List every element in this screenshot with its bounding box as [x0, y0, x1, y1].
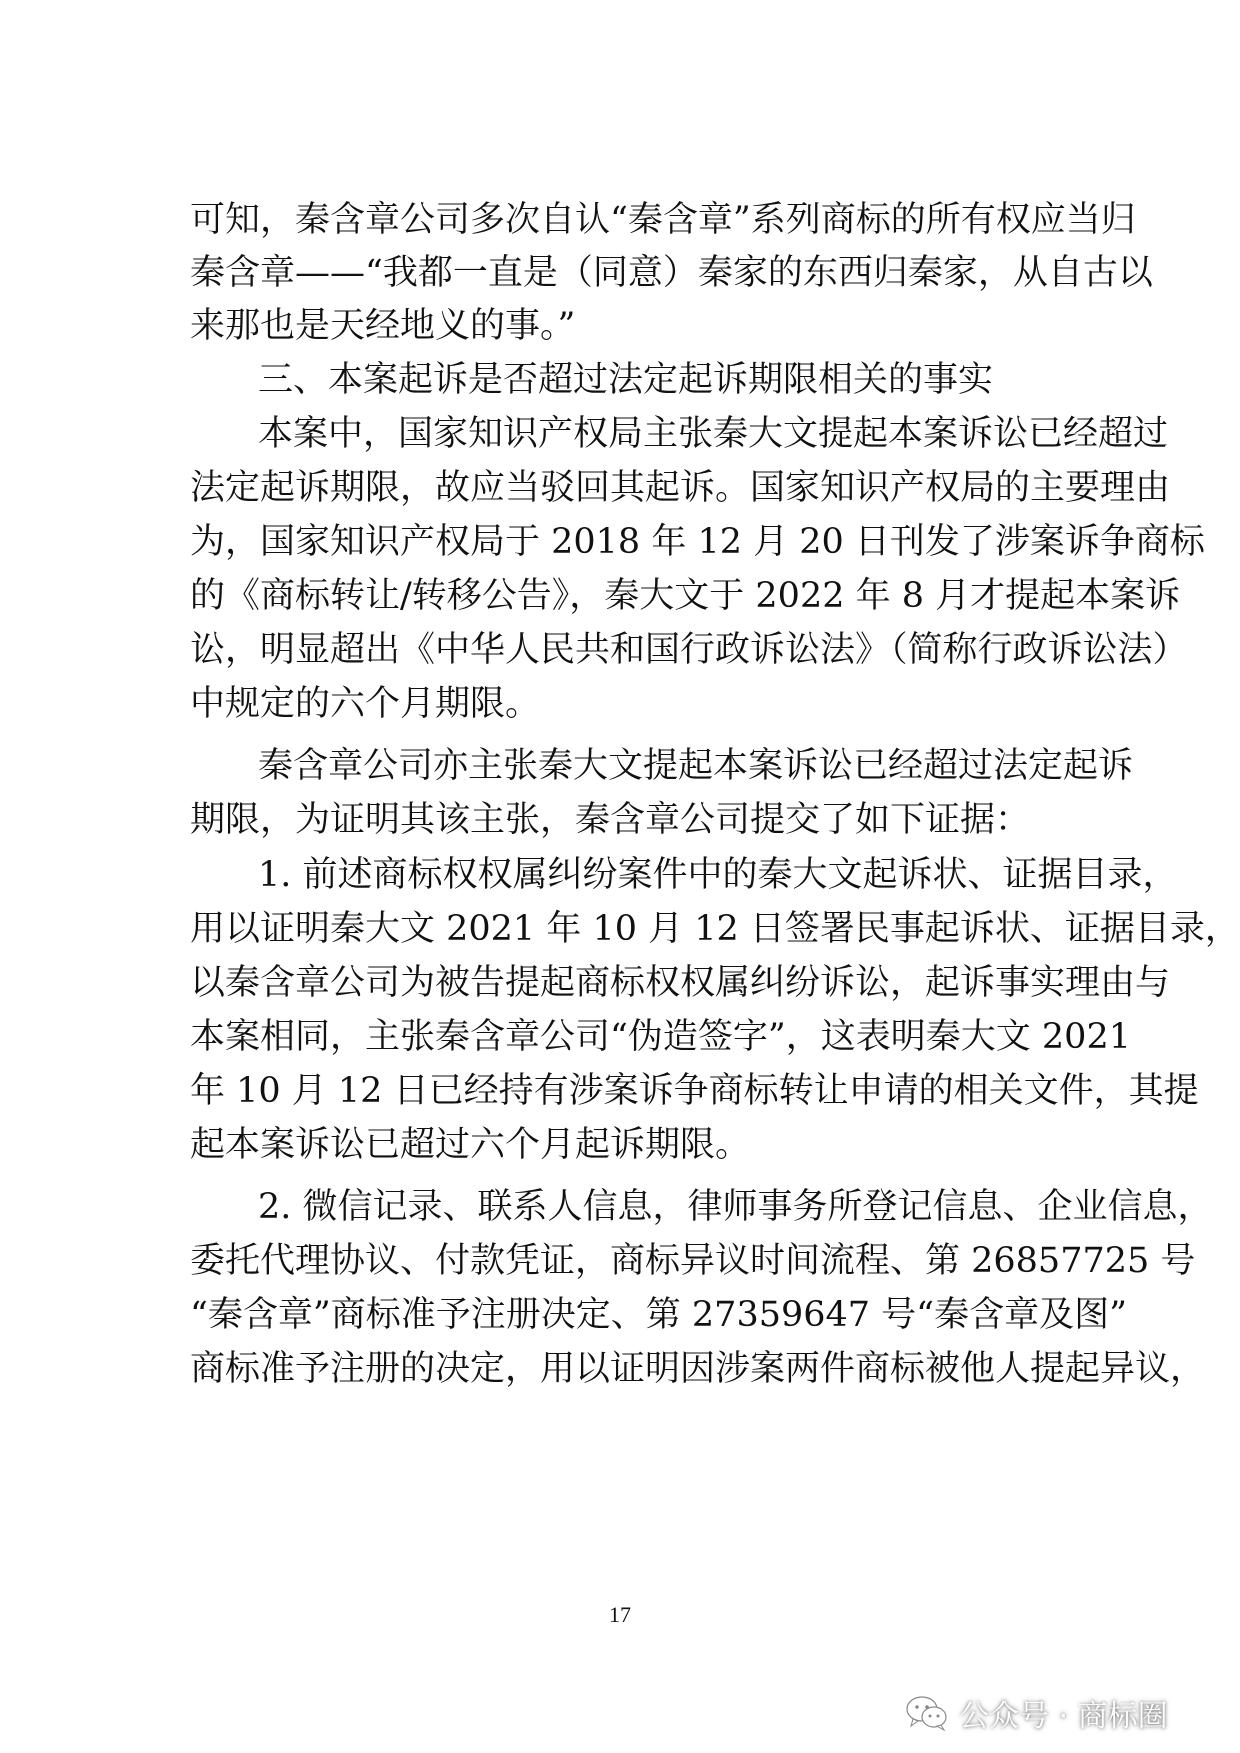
text-line: 中规定的六个月期限。 [190, 684, 541, 724]
text-line: 委托代理协议、付款凭证，商标异议时间流程、第 26857725 号 [190, 1241, 1196, 1281]
text-line: 以秦含章公司为被告提起商标权权属纠纷诉讼，起诉事实理由与 [190, 963, 1171, 1003]
text-line: 秦含章——“我都一直是（同意）秦家的东西归秦家，从自古以 [190, 253, 1153, 293]
text-line: 本案中，国家知识产权局主张秦大文提起本案诉讼已经超过 [258, 414, 1169, 454]
watermark [905, 1690, 1168, 1736]
text-line: 可知，秦含章公司多次自认“秦含章”系列商标的所有权应当归 [190, 200, 1136, 240]
text-line: 起本案诉讼已超过六个月起诉期限。 [190, 1125, 751, 1165]
wechat-icon [905, 1693, 949, 1733]
watermark-text: 公众号 · 商标圈 [959, 1699, 1168, 1734]
text-line: 的《商标转让/转移公告》，秦大文于 2022 年 8 月才提起本案诉 [190, 576, 1181, 616]
text-line: 用以证明秦大文 2021 年 10 月 12 日签署民事起诉状、证据目录， [190, 909, 1240, 949]
text-line: 本案相同，主张秦含章公司“伪造签字”，这表明秦大文 2021 [190, 1017, 1131, 1057]
text-line: 期限，为证明其该主张，秦含章公司提交了如下证据： [190, 800, 1031, 840]
text-line: 讼，明显超出《中华人民共和国行政诉讼法》（简称行政诉讼法） [190, 630, 1188, 670]
text-line: 为，国家知识产权局于 2018 年 12 月 20 日刊发了涉案诉争商标 [190, 522, 1205, 562]
page-number: 17 [609, 1602, 631, 1627]
text-line: 商标准予注册的决定，用以证明因涉案两件商标被他人提起异议， [190, 1349, 1206, 1389]
evidence-item: 1. 前述商标权权属纠纷案件中的秦大文起诉状、证据目录， [258, 855, 1178, 895]
text-line: 法定起诉期限，故应当驳回其起诉。国家知识产权局的主要理由 [190, 468, 1171, 508]
text-line: 来那也是天经地义的事。” [190, 306, 576, 346]
section-heading: 三、本案起诉是否超过法定起诉期限相关的事实 [258, 360, 994, 400]
text-line: 年 10 月 12 日已经持有涉案诉争商标转让申请的相关文件，其提 [190, 1071, 1199, 1111]
text-line: 秦含章公司亦主张秦大文提起本案诉讼已经超过法定起诉 [258, 746, 1134, 786]
text-line: “秦含章”商标准予注册决定、第 27359647 号“秦含章及图” [190, 1295, 1127, 1335]
evidence-item: 2. 微信记录、联系人信息，律师事务所登记信息、企业信息， [258, 1187, 1213, 1227]
